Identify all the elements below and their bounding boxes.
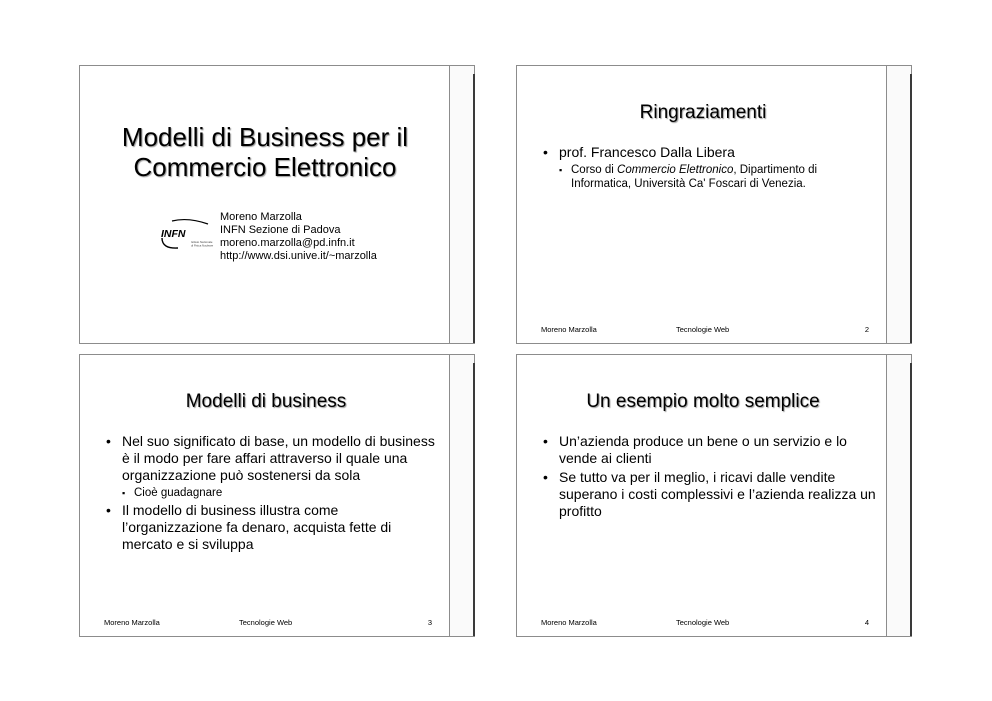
sub-bullet-text: Cioè guadagnare [134,487,223,499]
sub-bullet-text-b: , Dipartimento di Informatica, Università Ca' Foscari di Venezia. [571,164,818,190]
slide-title: Modelli di business [185,391,347,412]
bullet-icon: • [106,502,111,518]
slide-footer [541,325,869,335]
author-block [220,211,377,263]
footer-course: Tecnologie Web [676,325,730,334]
bullet-text: Se tutto va per il meglio, i ricavi dalle vendite superano i costi complessivi e l’azienda realizza un profitto [559,469,876,519]
bullet-item [543,433,879,467]
slide-edge [449,355,474,636]
bullet-list [106,433,442,555]
bullet-list [543,433,879,522]
bullet-icon: • [106,433,111,449]
author-url: http://www.dsi.unive.it/~marzolla [220,250,377,262]
cover-title-line2: Commercio Elettronico [133,152,397,182]
sub-bullet-icon: ▪ [559,165,563,175]
cover-title-line1: Modelli di Business per il [121,122,409,152]
author-email: moreno.marzolla@pd.infn.it [220,237,355,249]
slide-title: Ringraziamenti [639,102,767,123]
cover-title [90,122,440,182]
author-name: Moreno Marzolla [220,211,302,223]
bullet-item [106,433,442,484]
footer-author: Moreno Marzolla [541,325,597,334]
sub-bullet-text-a: Corso di [571,164,618,176]
infn-logo-icon [158,216,218,252]
page-number: 4 [864,618,869,627]
sub-bullet-icon: ▪ [122,488,126,498]
svg-text:Istituto Nazionale: Istituto Nazionale [191,240,213,244]
footer-course: Tecnologie Web [676,618,730,627]
bullet-text: Nel suo significato di base, un modello di business è il modo per fare affari attraverso il quale una organizzazione può sostenersi da sola [122,433,435,483]
bullet-text: Un’azienda produce un bene o un servizio e lo vende ai clienti [559,433,847,466]
slide-1-cover [79,65,475,344]
svg-text:di Fisica Nucleare: di Fisica Nucleare [191,243,214,248]
bullet-list [543,144,879,193]
slide-edge [449,66,474,343]
footer-author: Moreno Marzolla [104,618,160,627]
slide-title: Un esempio molto semplice [586,391,820,412]
bullet-text: prof. Francesco Dalla Libera [559,144,735,160]
bullet-text: Il modello di business illustra come l’organizzazione fa denaro, acquista fette di mercato e si sviluppa [122,502,392,552]
bullet-icon: • [543,433,548,449]
slide-2 [516,65,912,344]
footer-course: Tecnologie Web [239,618,293,627]
footer-author: Moreno Marzolla [541,618,597,627]
svg-text:INFN: INFN [161,228,186,240]
slide-edge [886,355,911,636]
page-number: 3 [427,618,432,627]
slide-footer [104,618,432,628]
slide-4 [516,354,912,637]
sub-bullet-item [106,486,442,500]
bullet-item [543,144,879,161]
slide-edge [886,66,911,343]
author-affiliation: INFN Sezione di Padova [220,224,341,236]
bullet-item [106,502,442,553]
page-number: 2 [864,325,869,334]
bullet-icon: • [543,144,548,160]
bullet-item [543,469,879,520]
slide-3 [79,354,475,637]
slide-footer [541,618,869,628]
sub-bullet-item [543,163,879,191]
bullet-icon: • [543,469,548,485]
course-name: Commercio Elettronico [617,164,734,176]
